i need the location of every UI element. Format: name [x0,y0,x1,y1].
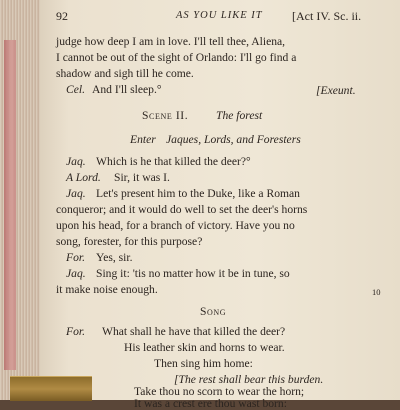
song-line-6: It was a crest ere thou wast born: [134,397,287,410]
speaker-jaq: Jaq. [66,155,86,168]
song-line-1: What shall he have that killed the deer? [102,325,286,338]
text-line-14: Sing it: 'tis no matter how it be in tune, so [96,267,290,280]
text-line-8: Sir, it was I. [114,171,170,184]
bookmark-tab [10,376,92,401]
act-scene-label: [Act IV. Sc. ii. [292,9,362,23]
song-heading: Song [200,305,227,318]
text-line-15: it make noise enough. [56,283,158,296]
song-line-5: Take thou no scorn to wear the horn; [134,385,305,398]
speaker-a-lord: A Lord. [66,171,101,184]
speaker-jaq: Jaq. [66,187,86,200]
entry-characters: Jaques, Lords, and Foresters [166,133,301,146]
running-title: AS YOU LIKE IT [176,10,263,21]
entry-enter: Enter [130,133,156,146]
line-number: 10 [372,287,381,297]
text-line-2: I cannot be out of the sight of Orlando: I'll go find a [56,51,297,64]
text-line-9: Let's present him to the Duke, like a Roman [96,187,300,200]
text-line-1: judge how deep I am in love. I'll tell thee, Aliena, [56,35,286,48]
speaker-for: For. [66,251,86,264]
text-line-12: song, forester, for this purpose? [56,235,203,248]
speaker-jaq: Jaq. [66,267,86,280]
scene-place: The forest [216,109,263,122]
scene-heading: Scene II. [142,109,189,122]
text-line-3: shadow and sigh till he come. [56,67,194,80]
red-page-edge [4,40,16,370]
speaker-for: For. [66,325,86,338]
text-line-11: upon his head, for a branch of victory. Have you no [56,219,295,232]
song-line-2: His leather skin and horns to wear. [124,341,285,354]
book-page [40,0,400,410]
text-line-13: Yes, sir. [96,251,133,264]
text-line-7: Which is he that killed the deer?° [96,155,251,168]
stage-direction-exeunt: [Exeunt. [316,84,356,97]
song-stage-direction: [The rest shall bear this burden. [174,373,324,386]
page-number: 92 [56,9,68,23]
speaker-cel: Cel. [66,83,85,96]
text-line-10: conqueror; and it would do well to set the deer's horns [56,203,308,216]
text-line-4: And I'll sleep.° [92,83,162,96]
song-line-3: Then sing him home: [154,357,253,370]
